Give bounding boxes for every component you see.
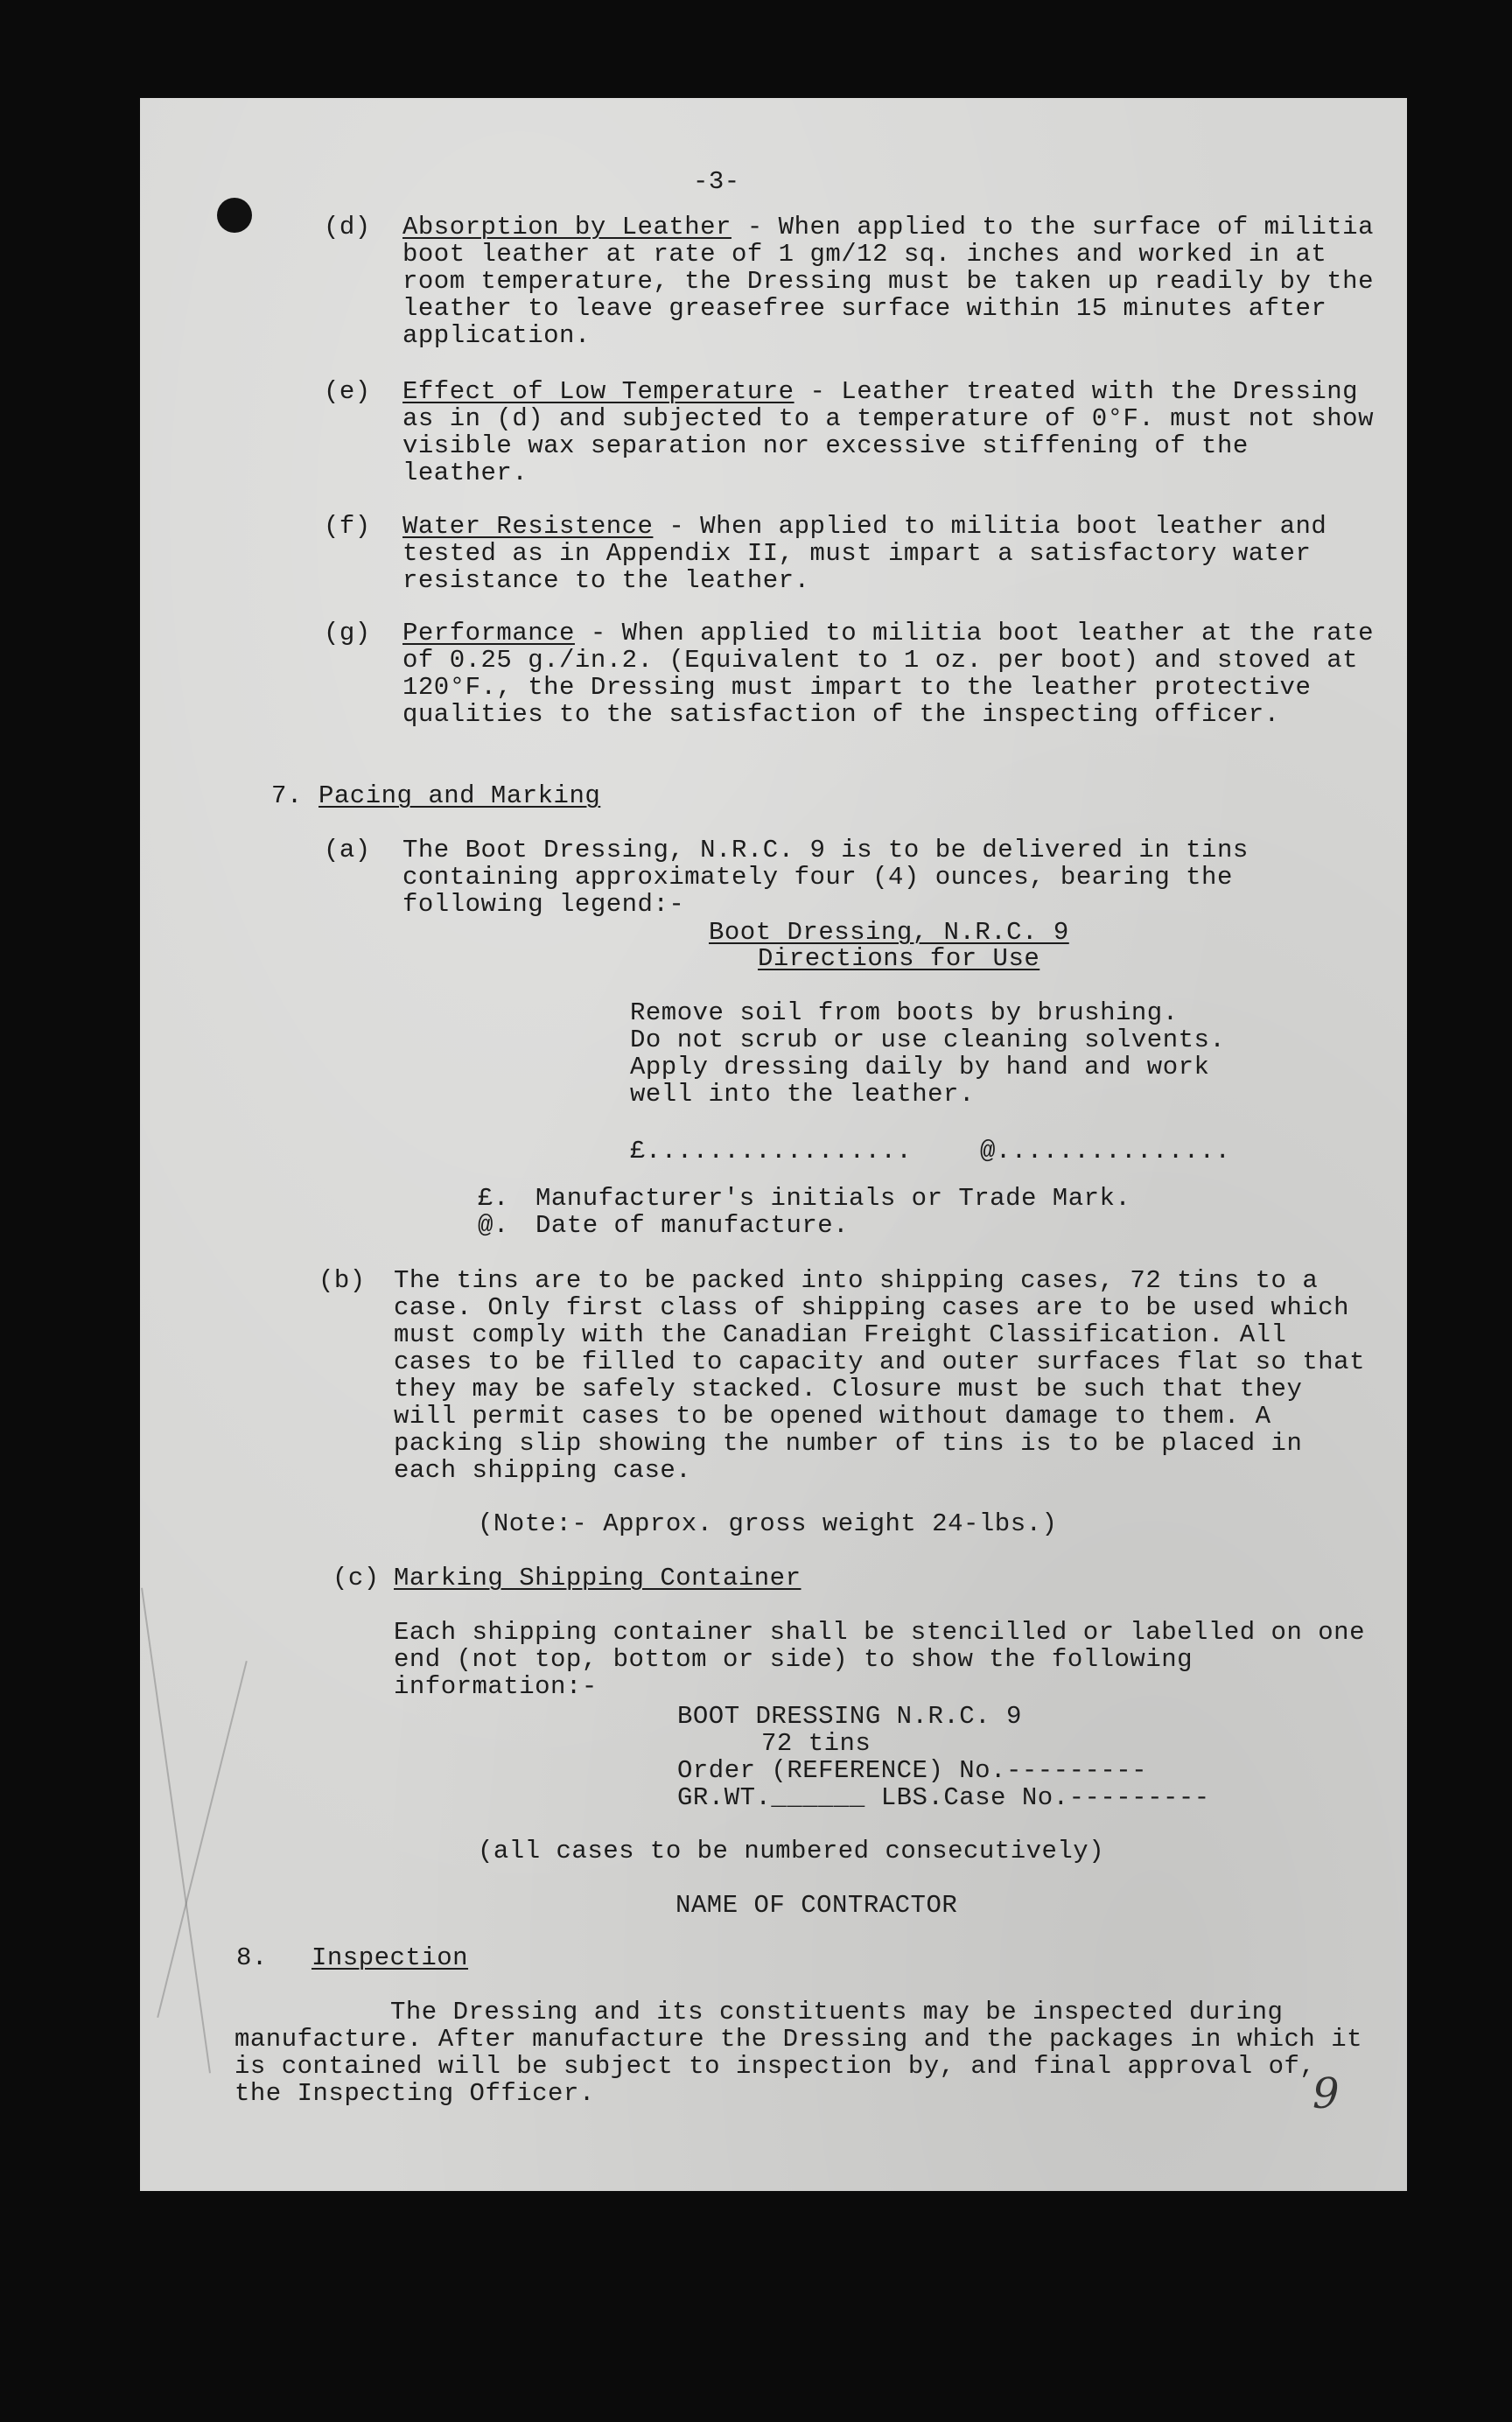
footnote-symbol: £. [478,1184,509,1213]
item-letter: (a) [324,836,371,864]
item-letter: (d) [324,213,371,242]
section-text: The Dressing and its constituents may be inspected during manufacture. After manufacture the Dressing and the packages in which it is contained will be subject to inspection by, and final approval of, the Inspecting Officer. [234,1998,1363,2108]
item-text: The Boot Dressing, N.R.C. 9 is to be delivered in tins containing approximately four (4) ounces, bearing the following legend:- [402,836,1249,919]
contractor-line: NAME OF CONTRACTOR [676,1891,958,1920]
item-letter: (c) [332,1564,380,1592]
item-text: - When applied to the surface of militia boot leather at rate of 1 gm/12 sq. inches and worked in at room temperature, the Dressing must be taken up readily by the leather to leave greasefree surface within 15 minutes after application. [402,213,1374,350]
item-paragraph [402,620,1382,728]
stencil-line: BOOT DRESSING N.R.C. 9 [677,1702,1022,1731]
item-text: Each shipping container shall be stencilled or labelled on one end (not top, bottom or side) to show the following information:- [394,1618,1365,1701]
folio-number: 9 [1312,2069,1340,2118]
numbering-note: (all cases to be numbered consecutively) [478,1837,1105,1866]
section-heading: Pacing and Marking [318,781,601,810]
item-text: - When applied to militia boot leather at the rate of 0.25 g./in.2. (Equivalent to 1 oz. per boot) and stoved at 120°F., the Dressing must impart to the leather protective qualities to the satisfaction of the inspecting officer. [402,619,1374,729]
item-title: Effect of Low Temperature [402,377,794,406]
direction-line: well into the leather. [630,1080,975,1109]
margin-scratch [141,1588,211,2074]
item-letter: (g) [324,619,371,648]
page-number: -3- [693,167,740,196]
punch-hole-mark [217,198,252,233]
item-title: Water Resistence [402,512,654,541]
direction-line: Remove soil from boots by brushing. [630,998,1179,1027]
item-letter: (f) [324,512,371,541]
item-paragraph [402,378,1374,486]
item-letter: (e) [324,377,371,406]
section-heading: Inspection [312,1943,469,1972]
direction-line: Do not scrub or use cleaning solvents. [630,1026,1226,1054]
item-letter: (b) [318,1266,366,1295]
item-text: The tins are to be packed into shipping cases, 72 tins to a case. Only first class of shipping cases are to be used which must comply with the Canadian Freight Classification. All cases to be filled to capacity and outer surfaces flat so that they may be safely stacked. Closure must be such that they will permit cases to be opened without damage to them. A packing slip showing the number of tins is to be placed in each shipping case. [394,1266,1365,1485]
item-text: - Leather treated with the Dressing as in (d) and subjected to a temperature of 0°F. must not show visible wax separation nor excessive stiffening of the leather. [402,377,1374,487]
section-number: 8. [236,1943,268,1972]
weight-note: (Note:- Approx. gross weight 24-lbs.) [478,1509,1058,1538]
margin-scratch [157,1661,248,2018]
stencil-line: 72 tins [761,1729,872,1758]
item-paragraph [402,513,1374,594]
item-title: Performance [402,619,575,648]
footnote-text: Date of manufacture. [536,1211,850,1240]
sub-heading: Marking Shipping Container [394,1564,802,1592]
item-title: Absorption by Leather [402,213,732,242]
item-text: - When applied to militia boot leather and tested as in Appendix II, must impart a satisfactory water resistance to the leather. [402,512,1327,595]
document-page [140,98,1407,2191]
item-paragraph [402,214,1374,349]
footnote-text: Manufacturer's initials or Trade Mark. [536,1184,1131,1213]
fill-line-initials: £................. [630,1137,913,1166]
section-number: 7. [271,781,303,810]
stencil-line: Order (REFERENCE) No.--------- [677,1756,1148,1785]
label-title: Boot Dressing, N.R.C. 9 [709,918,1069,947]
footnote-symbol: @. [478,1211,509,1240]
stencil-line: GR.WT.______ LBS.Case No.--------- [677,1783,1210,1812]
label-subtitle: Directions for Use [758,944,1040,973]
fill-line-date: @............... [980,1137,1231,1166]
direction-line: Apply dressing daily by hand and work [630,1053,1210,1082]
